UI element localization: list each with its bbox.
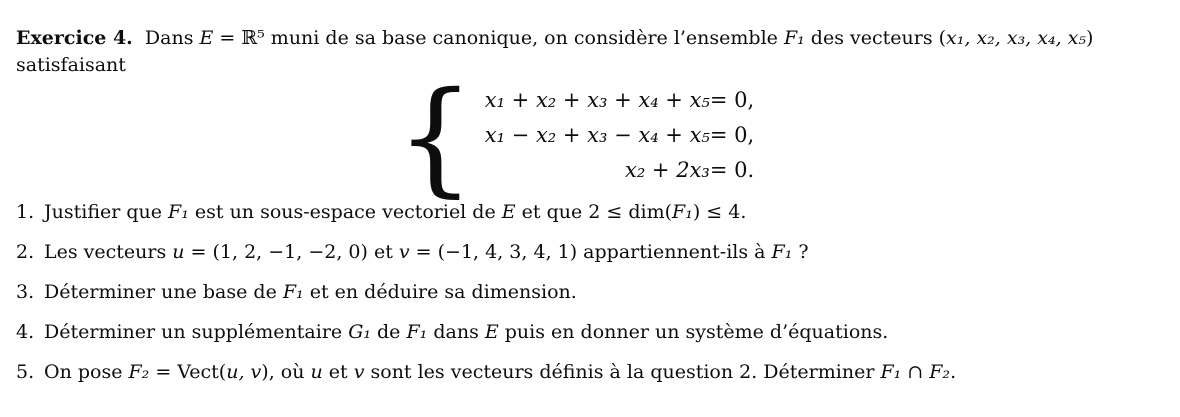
equation-1-lhs [485,83,710,118]
question-number: 2. [16,241,35,263]
text-segment: Les vecteurs [44,241,173,263]
text-segment: satisfaisant [16,54,126,76]
equation-1-rhs [710,83,754,118]
text-segment: puis en donner un système d’équations. [498,321,889,343]
question-text [44,320,1164,345]
text-segment: E [199,27,214,49]
text-segment: ) [1086,27,1094,49]
text-segment: ) ≤ 4. [692,201,747,223]
text-segment: E [484,321,499,343]
text-segment: et [322,361,354,383]
question-1 [16,200,1164,225]
question-2 [16,240,1164,265]
text-segment: ), où [261,361,311,383]
text-segment: G₁ [348,321,371,343]
text-segment: F₁ [282,281,304,303]
text-segment: et en déduire sa dimension. [303,281,577,303]
question-text [44,200,1164,225]
exercise-intro-line1 [16,25,1164,52]
text-segment: u, v [226,361,262,383]
text-segment: x₁ − x₂ + x₃ − x₄ + x₅ [484,123,710,147]
exercise-intro [16,25,1164,79]
text-segment: et que 2 ≤ dim( [515,201,673,223]
text-segment: x₂ + 2x₃ [625,158,710,182]
text-segment: est un sous-espace vectoriel de [188,201,502,223]
text-segment: F₁ ∩ F₂ [880,361,951,383]
text-segment: . [950,361,957,383]
left-brace: { [395,65,475,210]
text-segment: de [370,321,407,343]
question-list [16,200,1164,385]
question-number: 3. [16,281,35,303]
text-segment: = (1, 2, −1, −2, 0) et [184,241,399,263]
equation-3-lhs [485,153,710,188]
question-number: 5. [16,361,35,383]
text-segment: v [353,361,365,383]
equation-3-rhs [710,153,754,188]
question-number: 1. [16,201,35,223]
equation-2-lhs [485,118,710,153]
text-segment: F₁ [168,201,189,223]
question-5 [16,360,1164,385]
equation-rows [485,83,754,188]
text-segment: ? [792,241,809,263]
text-segment: Exercice 4. [16,27,133,49]
text-segment: u [172,241,185,263]
text-segment: = 0. [709,158,755,182]
text-segment: des vecteurs ( [804,27,947,49]
exercise-intro-line2 [16,52,1164,79]
text-segment: = 0, [709,123,755,147]
text-segment: = ℝ⁵ muni de sa base canonique, on considère l’ensemble [213,27,784,49]
text-segment: Déterminer un supplémentaire [44,321,349,343]
text-segment: F₂ [128,361,150,383]
question-text [44,280,1164,305]
text-segment: dans [427,321,485,343]
text-segment: u [310,361,323,383]
text-segment: x₁ + x₂ + x₃ + x₄ + x₅ [484,88,710,112]
text-segment: Déterminer une base de [44,281,283,303]
text-segment: = Vect( [149,361,227,383]
text-segment: v [398,241,410,263]
text-segment: = (−1, 4, 3, 4, 1) appartiennent-ils à [409,241,772,263]
equation-2-rhs [710,118,754,153]
text-segment: F₁ [771,241,793,263]
text-segment: Dans [132,27,200,49]
question-text [44,360,1164,385]
question-number: 4. [16,321,35,343]
text-segment: x₁, x₂, x₃, x₄, x₅ [946,27,1087,49]
text-segment: F₁ [672,201,693,223]
text-segment: = 0, [709,88,755,112]
text-segment: On pose [44,361,129,383]
question-3 [16,280,1164,305]
text-segment: F₁ [783,27,805,49]
question-4 [16,320,1164,345]
text-segment: sont les vecteurs définis à la question 2. Déterminer [364,361,881,383]
text-segment: E [501,201,516,223]
text-segment: Justifier que [44,201,169,223]
text-segment: F₁ [406,321,428,343]
question-text [44,240,1164,265]
